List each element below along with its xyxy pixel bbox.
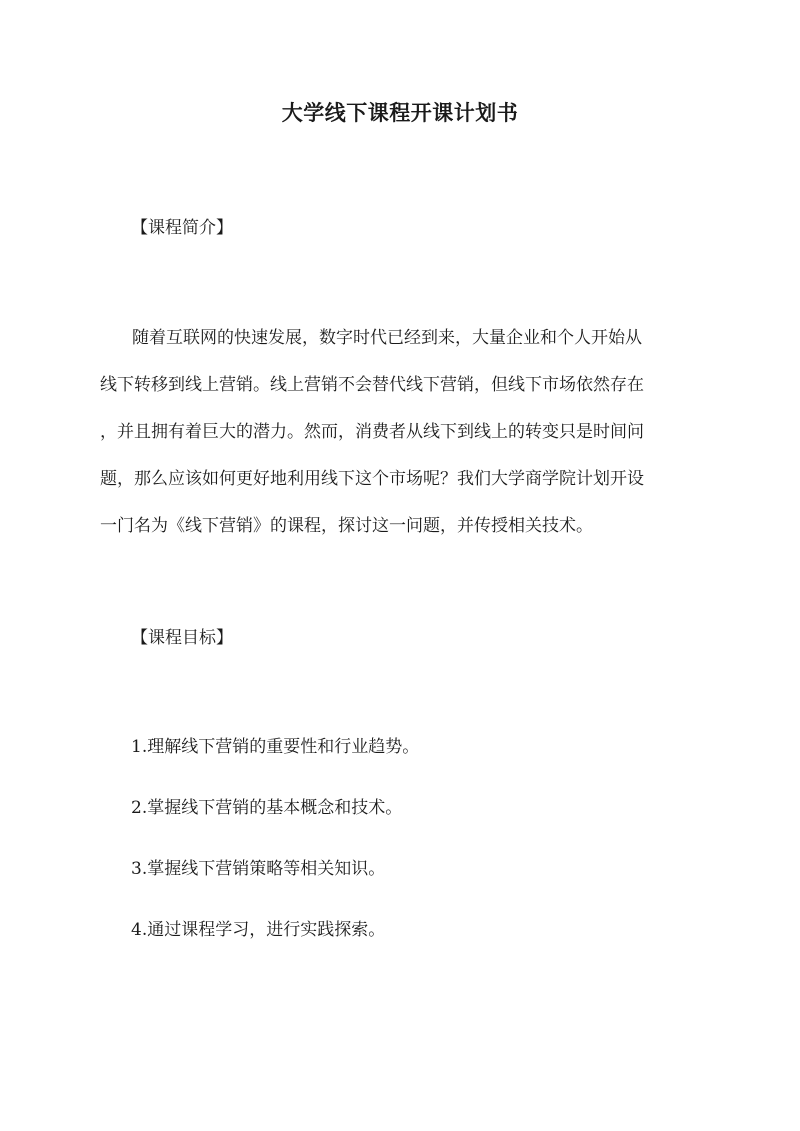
goal-item: 3.掌握线下营销策略等相关知识。 (131, 859, 386, 879)
paragraph-line: 题，那么应该如何更好地利用线下这个市场呢？我们大学商学院计划开设 (100, 469, 644, 489)
document-title: 大学线下课程开课计划书 (281, 100, 519, 125)
paragraph-line: 一门名为《线下营销》的课程，探讨这一问题，并传授相关技术。 (100, 516, 593, 536)
paragraph-line: ，并且拥有着巨大的潜力。然而，消费者从线下到线上的转变只是时间问 (100, 422, 644, 442)
section-heading-intro: 【课程简介】 (131, 218, 233, 238)
intro-paragraph (100, 315, 700, 550)
section-heading-goals: 【课程目标】 (131, 628, 233, 648)
paragraph-line: 线下转移到线上营销。线上营销不会替代线下营销，但线下市场依然存在 (100, 375, 644, 395)
goal-item: 2.掌握线下营销的基本概念和技术。 (131, 798, 403, 818)
goal-item: 1.理解线下营销的重要性和行业趋势。 (131, 737, 420, 757)
goal-item: 4.通过课程学习，进行实践探索。 (131, 920, 386, 940)
paragraph-line: 随着互联网的快速发展，数字时代已经到来，大量企业和个人开始从 (132, 328, 642, 348)
